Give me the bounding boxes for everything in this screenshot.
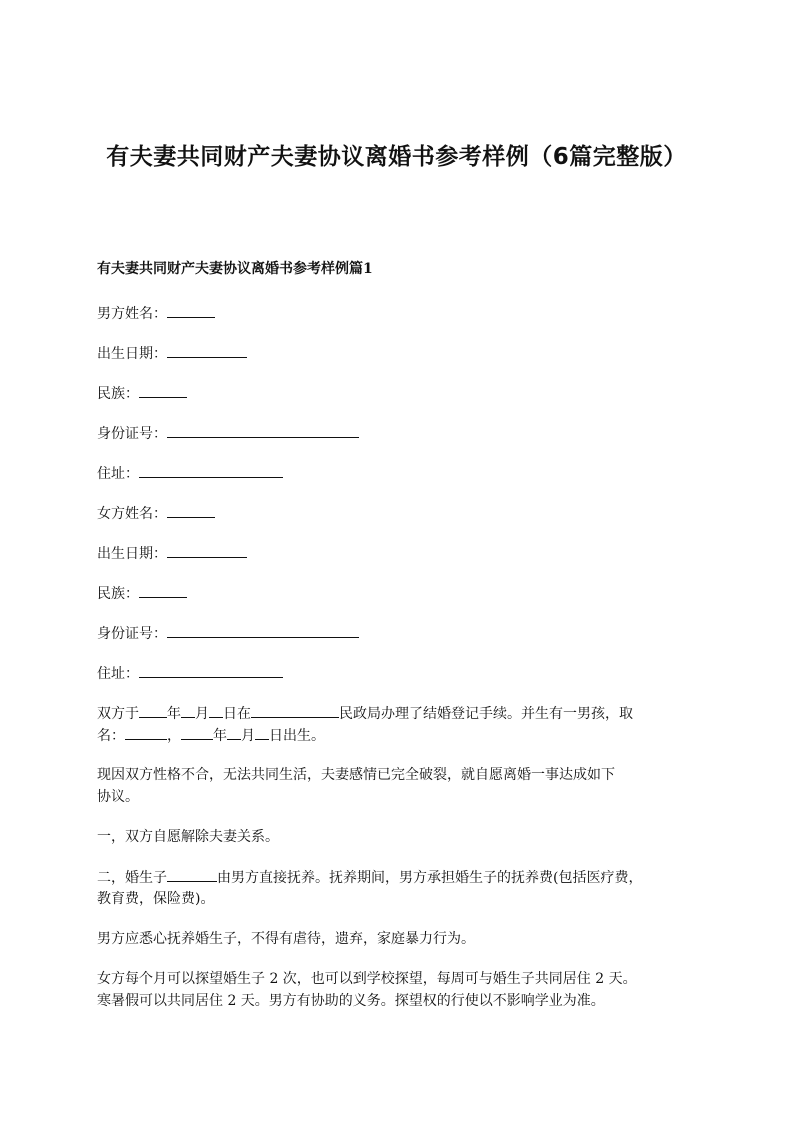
text-segment: 年: [167, 706, 181, 722]
field-label: 男方姓名：: [97, 306, 167, 322]
text-segment: 民政局办理了结婚登记手续。并生有一男孩，取: [339, 706, 633, 722]
text-segment: 名：: [97, 728, 125, 744]
field-female-name: [97, 502, 215, 525]
field-male-id-number: [97, 422, 359, 445]
field-label: 女方姓名：: [97, 506, 167, 522]
blank-line: [181, 702, 195, 718]
text-segment: 年: [213, 728, 227, 744]
field-female-ethnicity: [97, 582, 187, 605]
blank-line: [181, 724, 213, 740]
text-segment: 双方于: [97, 706, 139, 722]
field-female-birthdate: [97, 542, 247, 565]
blank-line: [251, 702, 339, 718]
blank-line: [209, 702, 223, 718]
field-female-address: [97, 662, 283, 685]
field-label: 民族：: [97, 386, 139, 402]
marriage-paragraph-line2: [97, 724, 325, 747]
blank-line: [125, 724, 167, 740]
clause-2-line1: [97, 866, 642, 889]
section-title: 有夫妻共同财产夫妻协议离婚书参考样例篇1: [97, 261, 373, 277]
field-male-birthdate: [97, 342, 247, 365]
field-label: 身份证号：: [97, 426, 167, 442]
blank-line: [227, 724, 241, 740]
field-label: 身份证号：: [97, 626, 167, 642]
blank-line: [139, 662, 283, 678]
clause-3: 男方应悉心抚养婚生子，不得有虐待，遗弃，家庭暴力行为。: [97, 931, 475, 947]
field-male-name: [97, 302, 215, 325]
text-segment: 日出生。: [269, 728, 325, 744]
text-segment: 月: [241, 728, 255, 744]
text-segment: 由男方直接抚养。抚养期间，男方承担婚生子的抚养费(包括医疗费，: [217, 870, 643, 886]
field-label: 民族：: [97, 586, 139, 602]
text-segment: 日在: [223, 706, 251, 722]
field-label: 出生日期：: [97, 346, 167, 362]
field-label: 出生日期：: [97, 546, 167, 562]
blank-line: [139, 382, 187, 398]
clause-1: 一，双方自愿解除夫妻关系。: [97, 829, 279, 845]
field-female-id-number: [97, 622, 359, 645]
blank-line: [167, 302, 215, 318]
text-segment: 二，婚生子: [97, 870, 167, 886]
field-male-address: [97, 462, 283, 485]
document-title: 有夫妻共同财产夫妻协议离婚书参考样例（6篇完整版）: [106, 144, 687, 170]
blank-line: [255, 724, 269, 740]
blank-line: [139, 582, 187, 598]
clause-4: 女方每个月可以探望婚生子 2 次，也可以到学校探望，每周可与婚生子共同居住 2 天。 寒暑假可以共同居住 2 天。男方有协助的义务。探望权的行使以不影响学业为准。: [97, 971, 637, 1009]
blank-line: [167, 422, 359, 438]
blank-line: [139, 462, 283, 478]
blank-line: [167, 502, 215, 518]
blank-line: [167, 622, 359, 638]
text-segment: 月: [195, 706, 209, 722]
reason-paragraph: 现因双方性格不合，无法共同生活，夫妻感情已完全破裂，就自愿离婚一事达成如下 协议。: [97, 767, 615, 805]
blank-line: [167, 542, 247, 558]
marriage-paragraph-line1: [97, 702, 633, 725]
blank-line: [139, 702, 167, 718]
blank-line: [167, 342, 247, 358]
field-male-ethnicity: [97, 382, 187, 405]
blank-line: [167, 866, 217, 882]
text-segment: ，: [167, 728, 181, 744]
clause-2-line2: 教育费，保险费)。: [97, 891, 215, 907]
field-label: 住址：: [97, 466, 139, 482]
field-label: 住址：: [97, 666, 139, 682]
